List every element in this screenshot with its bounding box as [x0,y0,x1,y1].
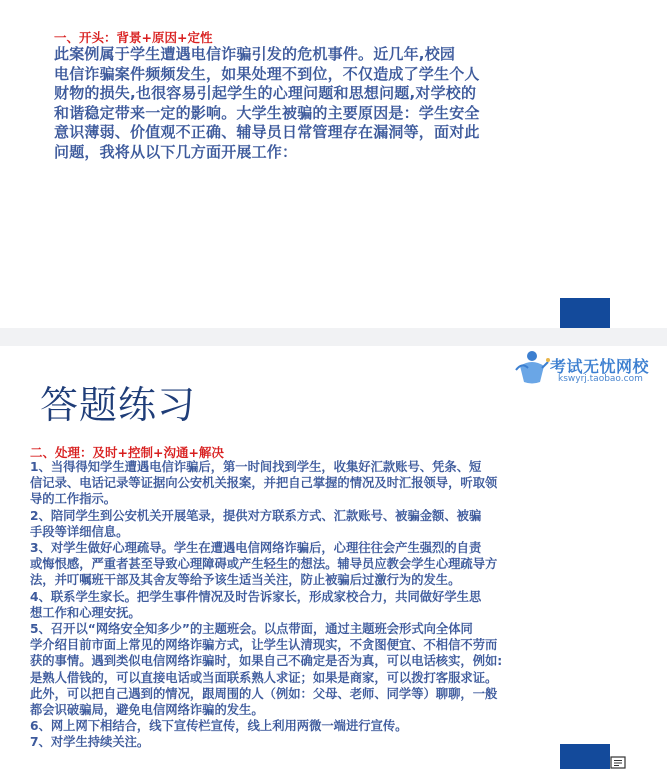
step-line: 获的事情。遇到类似电信网络诈骗时，如果自己不确定是否为真，可以电话核实，例如: [30,654,503,669]
step-line: 7、对学生持续关注。 [30,735,150,750]
logo-subtitle: kswyrj.taobao.com [558,374,643,384]
step-line: 4、联系学生家长。把学生事件情况及时告诉家长，形成家校合力，共同做好学生思 [30,589,482,604]
step-line: 都会识破骗局，避免电信网络诈骗的发生。 [30,703,264,718]
step-line: 或悔恨感，严重者甚至导致心理障碍或产生轻生的想法。辅导员应教会学生心理疏导方 [30,557,498,572]
paragraph-line: 意识薄弱、价值观不正确、辅导员日常管理存在漏洞等，面对此 [54,123,480,142]
step-line: 导的工作指示。 [30,492,117,507]
step-line: 1、当得得知学生遭遇电信诈骗后，第一时间找到学生，收集好汇款账号、凭条、短 [30,460,482,474]
section-heading-handling: 二、处理：及时+控制+沟通+解决 [30,445,224,460]
logo-mascot-icon [512,348,552,386]
logo [512,348,666,386]
step-line: 6、网上网下相结合，线下宣传栏宣传，线上利用两微一端进行宣传。 [30,719,408,734]
notes-icon[interactable] [610,756,626,769]
step-line: 5、召开以“网络安全知多少”的主题班会。以点带面，通过主题班会形式向全体同 [30,622,473,637]
slide-title: 答题练习 [40,383,197,427]
paragraph-line: 财物的损失,也很容易引起学生的心理问题和思想问题,对学校的 [54,84,477,103]
slide-2 [0,346,667,769]
step-line: 信记录、电话记录等证据向公安机关报案，并把自己掌握的情况及时汇报领导，听取领 [30,476,498,491]
step-line: 此外，可以把自己遇到的情况，跟周围的人（例如：父母、老师、同学等）聊聊，一般 [30,686,498,701]
slide-1 [0,0,667,328]
paragraph-line: 和谐稳定带来一定的影响。大学生被骗的主要原因是：学生安全 [54,103,480,122]
step-line: 2、陪同学生到公安机关开展笔录，提供对方联系方式、汇款账号、被骗金额、被骗 [30,508,482,523]
logo-title: 考试无忧网校 [550,357,650,376]
opening-paragraph [54,45,546,163]
step-line: 学介绍目前市面上常见的网络诈骗方式，让学生认清现实，不贪图便宜、不相信不劳而 [30,638,498,653]
step-line: 法，并叮嘱班干部及其舍友等给予该生适当关注，防止被骗后过激行为的发生。 [30,573,461,588]
step-line: 想工作和心理安抚。 [30,605,141,620]
decorative-blue-block [560,298,610,328]
step-line: 3、对学生做好心理疏导。学生在遭遇电信网络诈骗后，心理往往会产生强烈的自责 [30,541,482,556]
decorative-blue-block [560,744,610,769]
handling-steps [30,459,570,751]
section-heading-opening: 一、开头：背景+原因+定性 [54,30,213,45]
step-line: 手段等详细信息。 [30,524,129,539]
paragraph-line: 此案例属于学生遭遇电信诈骗引发的危机事件。近几年,校园 [54,45,456,63]
step-line: 是熟人借钱的，可以直接电话或当面联系熟人求证；如果是商家，可以拨打客服求证。 [30,670,498,685]
paragraph-line: 电信诈骗案件频频发生，如果处理不到位，不仅造成了学生个人 [54,64,480,83]
paragraph-line: 问题，我将从以下几方面开展工作： [54,142,298,161]
